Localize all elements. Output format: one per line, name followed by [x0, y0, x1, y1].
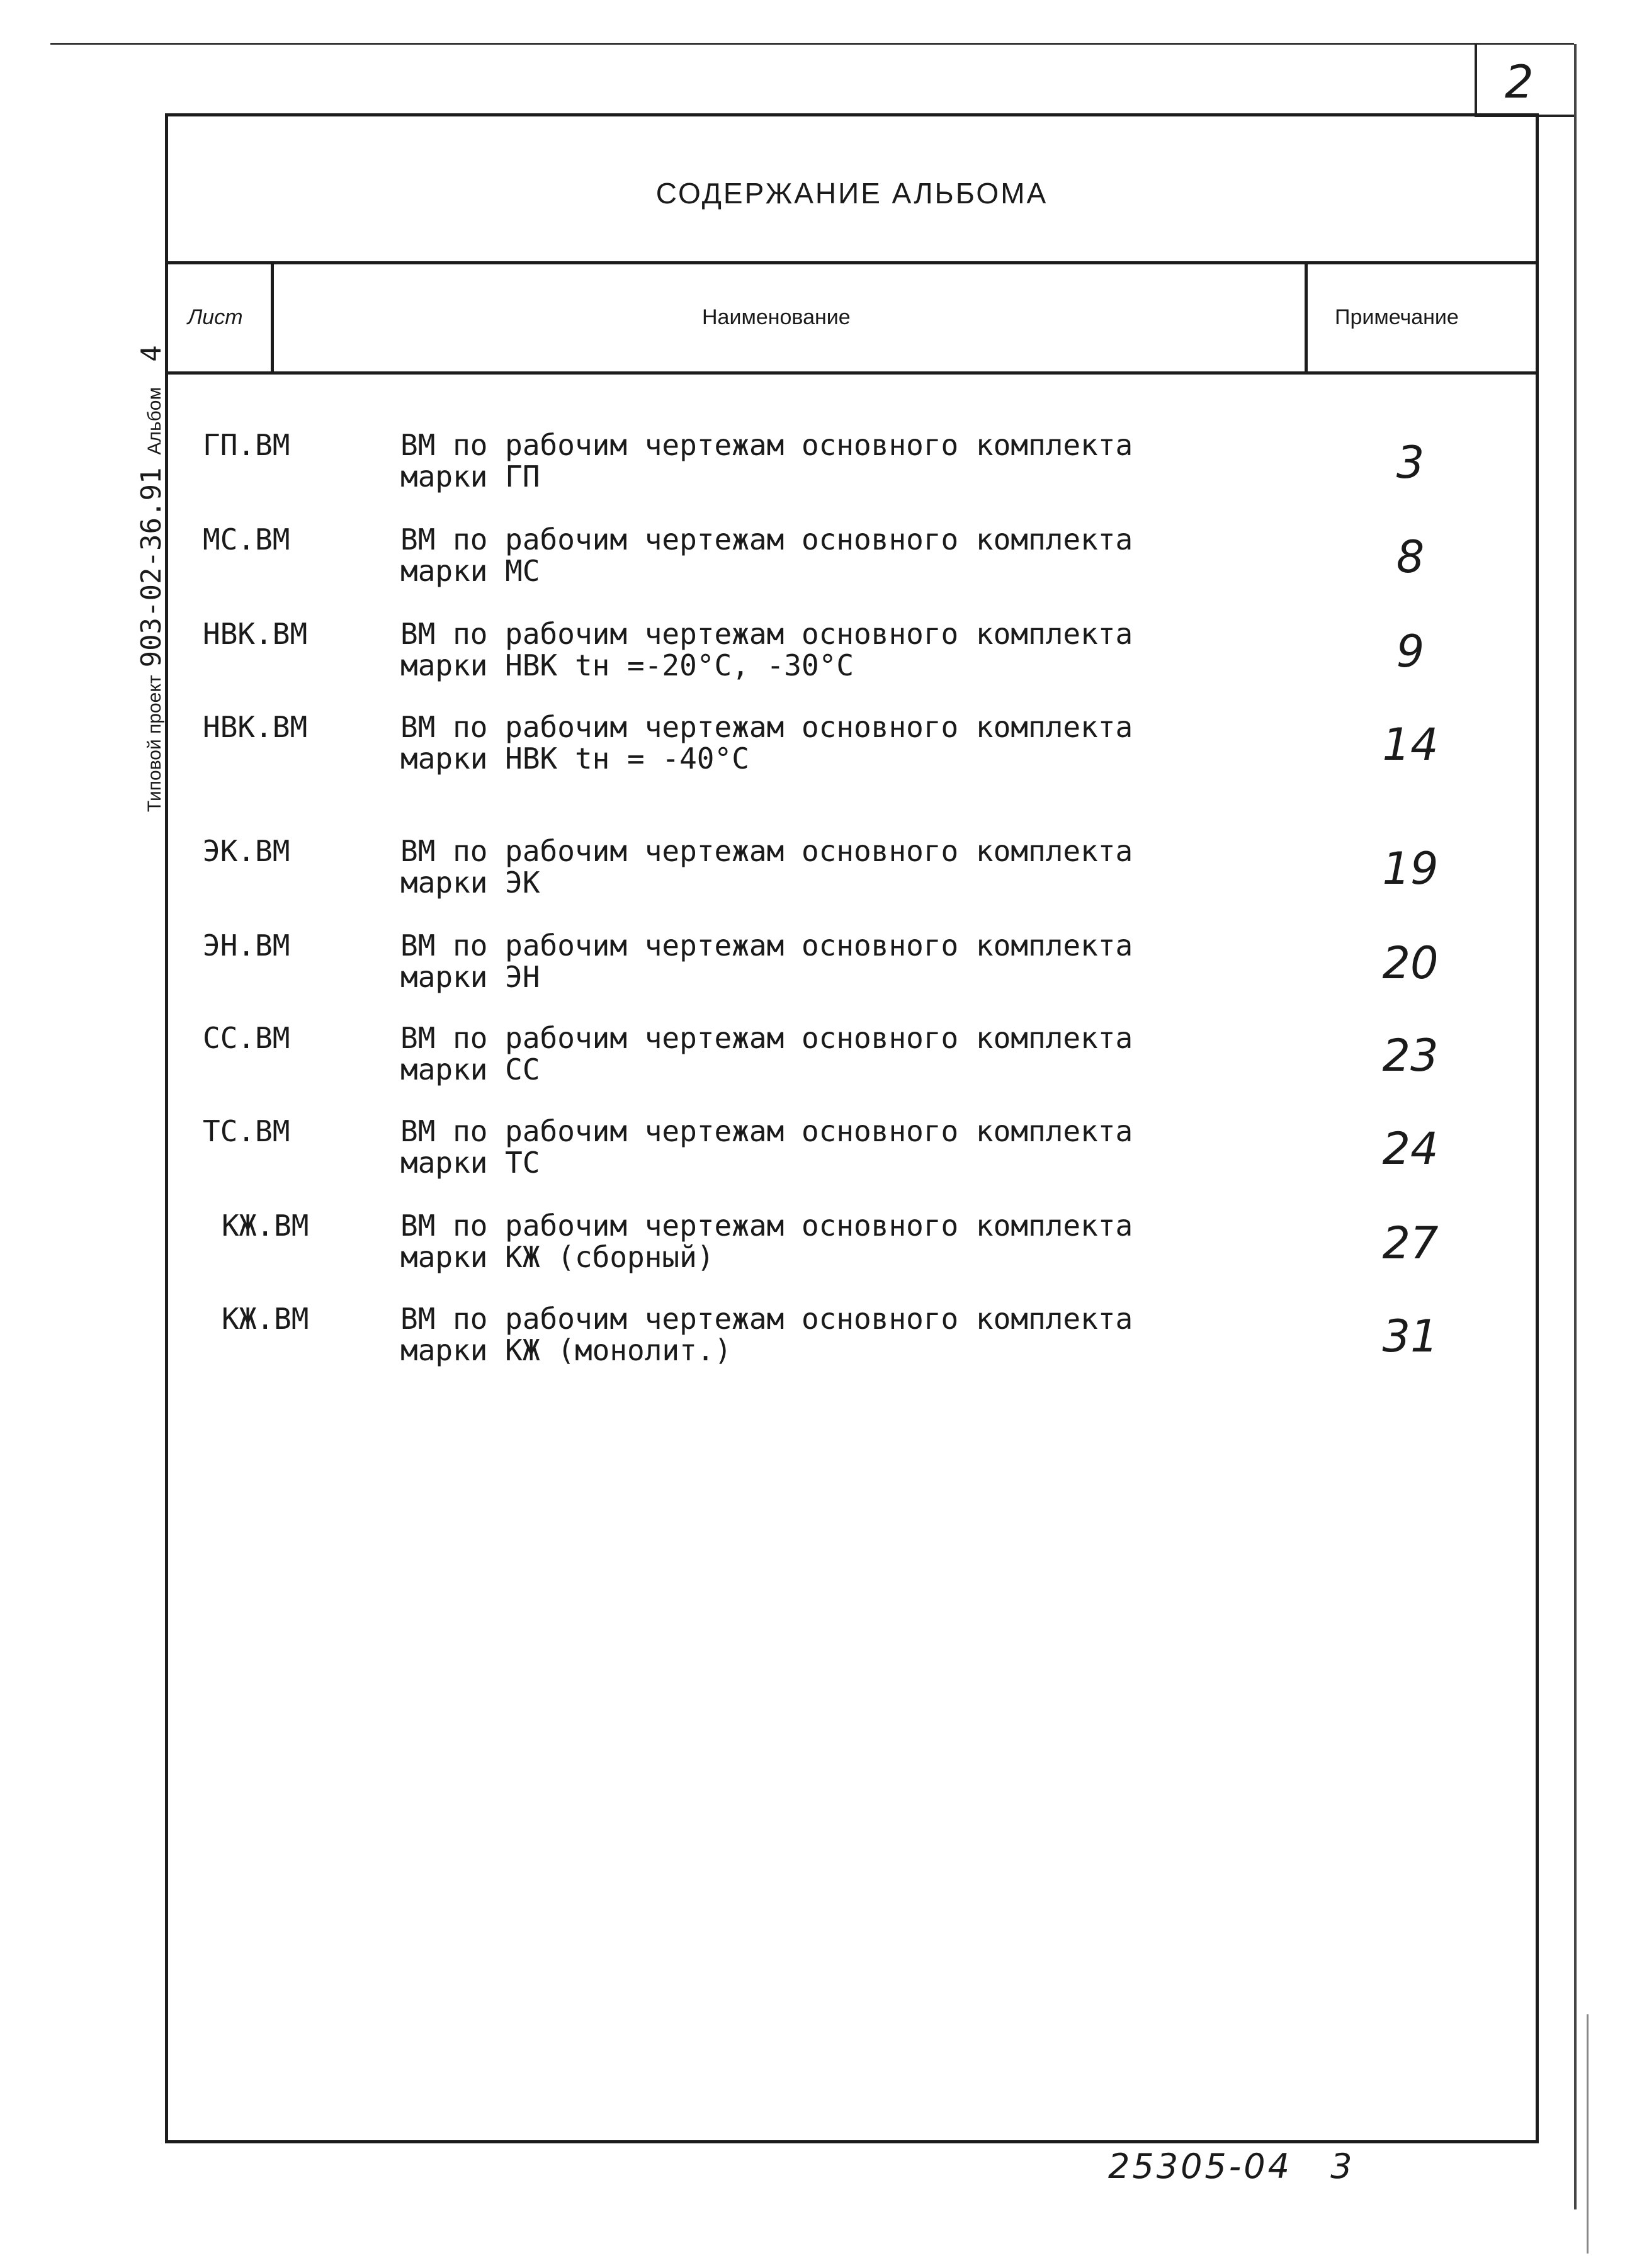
list-item [0, 1302, 1637, 1390]
header-bottom-line [165, 371, 1539, 375]
list-item [0, 1114, 1637, 1202]
item-name-line2: марки ЭН [400, 960, 540, 994]
item-name-line1: ВМ по рабочим чертежам основного комплекта [400, 1021, 1133, 1055]
page-title: СОДЕРЖАНИЕ АЛЬБОМА [655, 177, 1048, 210]
doc-number: 25305-04 [1108, 2147, 1292, 2186]
item-note: 3 [1396, 437, 1425, 488]
sheet-code: КЖ.ВМ [222, 1302, 309, 1336]
item-note: 23 [1382, 1030, 1439, 1081]
sheet-code: КЖ.ВМ [222, 1209, 309, 1243]
sheet-number: 3 [1330, 2147, 1355, 2186]
item-note: 20 [1382, 937, 1439, 989]
page-number: 2 [1505, 55, 1534, 108]
sheet-code: НВК.ВМ [203, 617, 308, 651]
item-note: 24 [1382, 1123, 1439, 1175]
album-label: Альбом [144, 386, 165, 455]
sheet-code: ЭН.ВМ [203, 928, 290, 962]
header-name: Наименование [702, 305, 851, 329]
item-name-line1: ВМ по рабочим чертежам основного комплекта [400, 617, 1133, 651]
item-name-line1: ВМ по рабочим чертежам основного комплекта [400, 1209, 1133, 1243]
item-name-line2: марки КЖ (монолит.) [400, 1333, 732, 1367]
item-name-line1: ВМ по рабочим чертежам основного комплекта [400, 834, 1133, 868]
item-name-line2: марки НВК tн =-20°С, -30°С [400, 648, 854, 682]
project-label: Типовой проект [144, 675, 165, 812]
item-note: 8 [1396, 531, 1425, 583]
item-note: 14 [1382, 719, 1439, 770]
item-name-line1: ВМ по рабочим чертежам основного комплекта [400, 710, 1133, 744]
item-name-line2: марки ГП [400, 460, 540, 494]
item-note: 27 [1382, 1217, 1439, 1269]
right-edge-line-lower [1587, 2014, 1589, 2254]
footer [1108, 2147, 1355, 2186]
header-top-line [165, 261, 1539, 264]
list-item [0, 1209, 1637, 1297]
item-name-line2: марки ТС [400, 1146, 540, 1180]
list-item [0, 1021, 1637, 1109]
item-note: 9 [1396, 626, 1425, 677]
item-note: 19 [1382, 843, 1439, 894]
list-item [0, 428, 1637, 516]
item-name-line2: марки ЭК [400, 866, 540, 900]
item-name-line1: ВМ по рабочим чертежам основного комплекта [400, 928, 1133, 962]
note-column-divider [1305, 261, 1308, 375]
item-name-line2: марки МС [400, 554, 540, 588]
sheet-code: ТС.ВМ [203, 1114, 290, 1148]
sheet-column-divider [271, 261, 274, 375]
sheet-code: СС.ВМ [203, 1021, 290, 1055]
item-name-line1: ВМ по рабочим чертежам основного комплекта [400, 522, 1133, 556]
list-item [0, 928, 1637, 1017]
sheet-code: ГП.ВМ [203, 428, 290, 462]
item-name-line2: марки НВК tн = -40°С [400, 742, 749, 776]
item-name-line1: ВМ по рабочим чертежам основного комплекта [400, 428, 1133, 462]
sheet-code: НВК.ВМ [203, 710, 308, 744]
header-sheet: Лист [188, 305, 243, 329]
header-note: Примечание [1335, 305, 1459, 329]
sheet-code: МС.ВМ [203, 522, 290, 556]
item-name-line2: марки СС [400, 1052, 540, 1086]
list-item [0, 617, 1637, 705]
album-number: 4 [135, 345, 167, 362]
project-code: 903-02-36.91 [135, 467, 167, 668]
list-item [0, 522, 1637, 611]
item-name-line1: ВМ по рабочим чертежам основного комплекта [400, 1302, 1133, 1336]
list-item [0, 710, 1637, 798]
item-name-line1: ВМ по рабочим чертежам основного комплекта [400, 1114, 1133, 1148]
top-rule [50, 43, 1574, 45]
list-item [0, 834, 1637, 922]
sheet-code: ЭК.ВМ [203, 834, 290, 868]
item-name-line2: марки КЖ (сборный) [400, 1240, 715, 1274]
item-note: 31 [1382, 1311, 1439, 1362]
